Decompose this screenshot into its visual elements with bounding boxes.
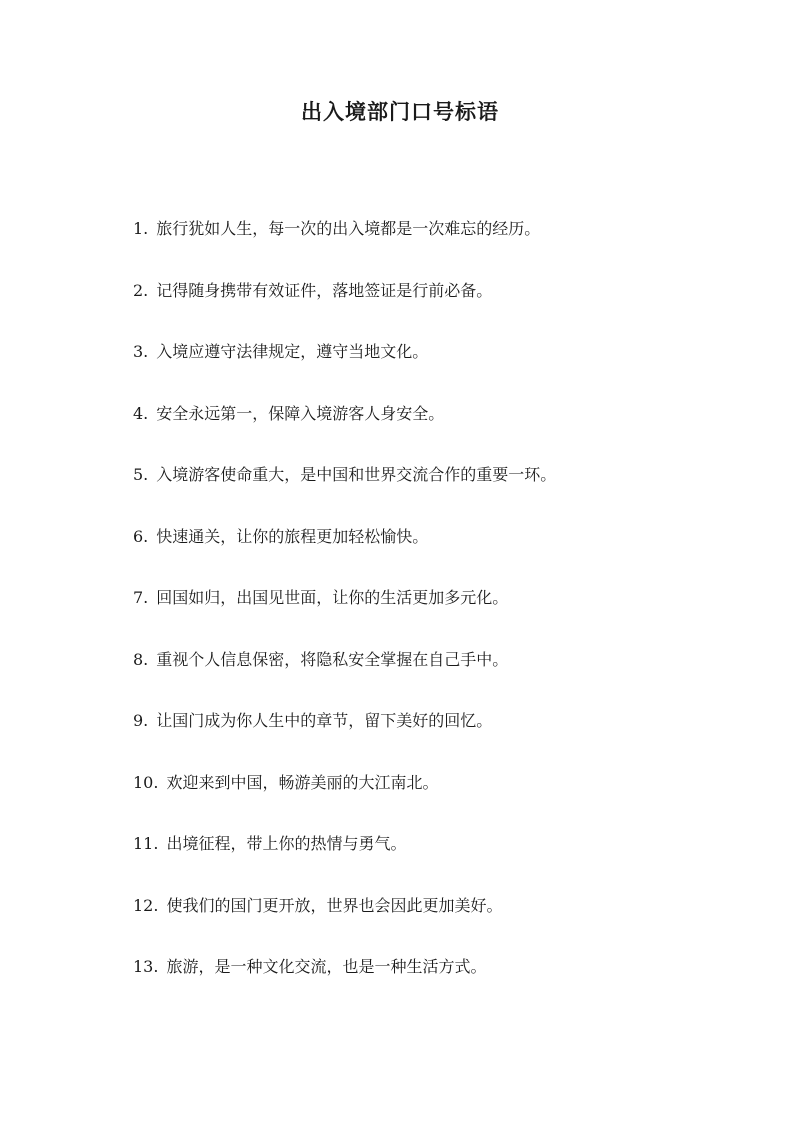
list-item [133, 524, 753, 586]
item-number: 12. [133, 895, 159, 915]
list-item [133, 893, 753, 955]
list-item [133, 401, 753, 463]
item-number: 3. [133, 342, 149, 361]
list-item [133, 216, 753, 278]
list-item [133, 278, 753, 340]
item-text: 回国如归，出国见世面，让你的生活更加多元化。 [156, 588, 509, 607]
item-number: 13. [133, 957, 159, 976]
item-text: 使我们的国门更开放，世界也会因此更加美好。 [166, 895, 503, 915]
item-text: 重视个人信息保密，将隐私安全掌握在自己手中。 [156, 649, 509, 669]
item-number: 7. [133, 588, 149, 607]
item-number: 2. [133, 280, 149, 300]
item-text: 旅游，是一种文化交流，也是一种生活方式。 [166, 957, 487, 976]
slogan-list [133, 216, 753, 1016]
list-item [133, 647, 753, 709]
document-title: 出入境部门口号标语 [301, 99, 499, 124]
item-text: 安全永远第一，保障入境游客人身安全。 [156, 403, 445, 423]
list-item [133, 831, 753, 893]
item-text: 旅行犹如人生，每一次的出入境都是一次难忘的经历。 [156, 219, 541, 238]
item-text: 入境游客使命重大，是中国和世界交流合作的重要一环。 [156, 465, 557, 484]
item-text: 入境应遵守法律规定，遵守当地文化。 [156, 342, 429, 361]
item-text: 出境征程，带上你的热情与勇气。 [166, 834, 407, 853]
list-item [133, 462, 753, 524]
item-text: 欢迎来到中国，畅游美丽的大江南北。 [166, 772, 439, 792]
list-item [133, 708, 753, 770]
item-text: 让国门成为你人生中的章节，留下美好的回忆。 [156, 711, 493, 730]
list-item [133, 770, 753, 832]
item-number: 8. [133, 649, 149, 669]
item-text: 记得随身携带有效证件，落地签证是行前必备。 [156, 280, 493, 300]
list-item [133, 954, 753, 1016]
item-number: 10. [133, 772, 159, 792]
item-text: 快速通关，让你的旅程更加轻松愉快。 [156, 526, 429, 546]
list-item [133, 339, 753, 401]
item-number: 4. [133, 403, 149, 423]
item-number: 1. [133, 219, 149, 238]
item-number: 5. [133, 465, 149, 484]
item-number: 11. [133, 834, 159, 853]
item-number: 6. [133, 526, 149, 546]
list-item [133, 585, 753, 647]
item-number: 9. [133, 711, 149, 730]
